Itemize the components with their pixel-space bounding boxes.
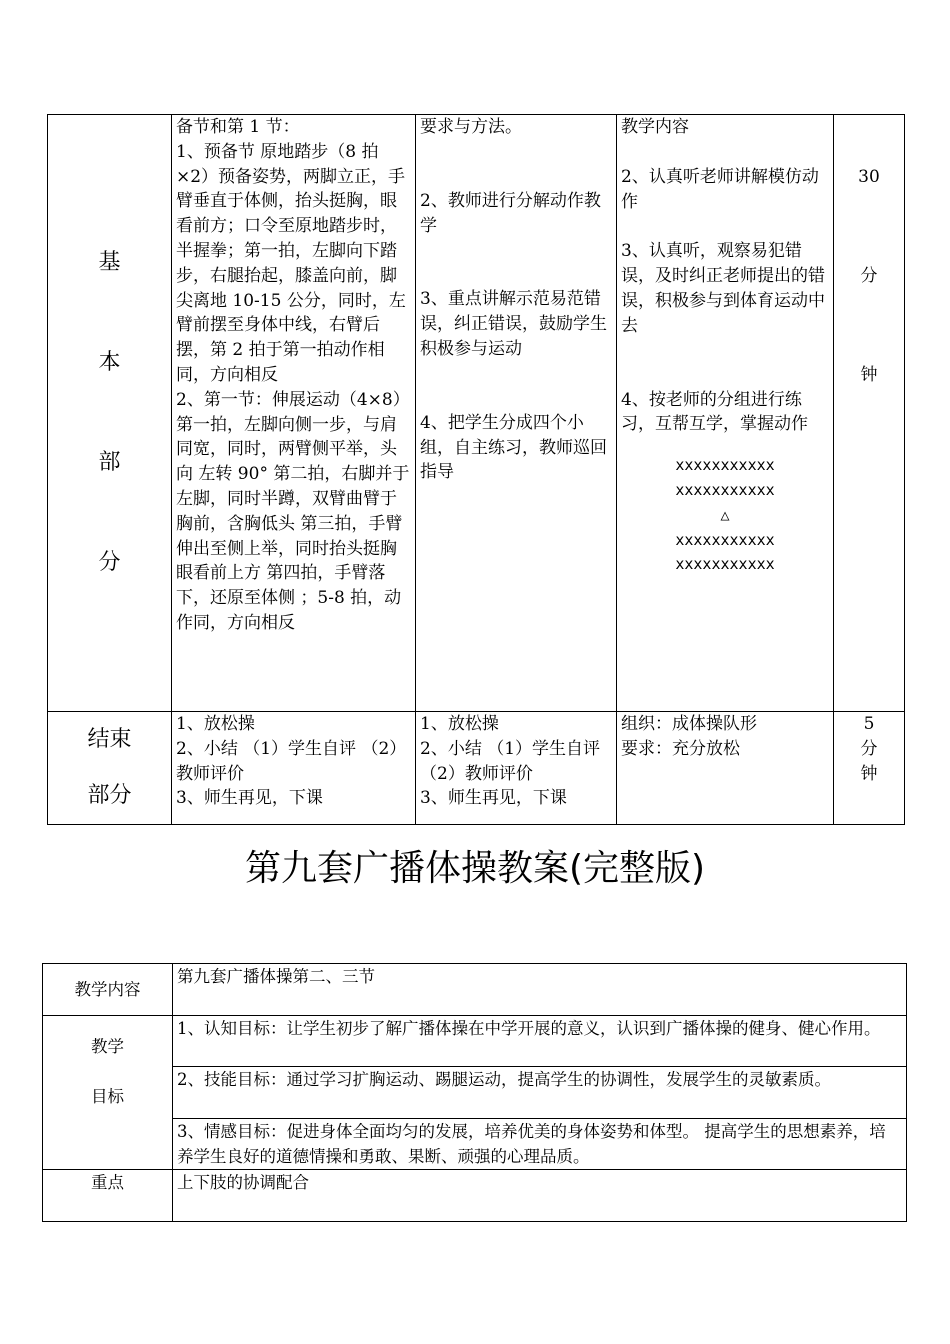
end-section-row: [48, 712, 905, 825]
goal-row-2: [43, 1067, 907, 1119]
content-value: 第九套广播体操第二、三节: [173, 964, 907, 1016]
goal-1: 1、认知目标：让学生初步了解广播体操在中学开展的意义，认识到广播体操的健身、健心作用。: [173, 1016, 907, 1067]
content-label: 教学内容: [43, 964, 173, 1016]
key-value: 上下肢的协调配合: [173, 1170, 907, 1222]
end-section-label: 结束 部分: [48, 712, 172, 825]
basic-section-label: 基 本 部 分: [48, 115, 172, 712]
basic-content-cell: 备节和第 1 节： 1、预备节 原地踏步（8 拍×2）预备姿势，两脚立正，手臂垂直于体侧，抬头挺胸，眼看前方；口令至原地踏步时，半握拳；第一拍，左脚向下踏步，右腿抬起，膝盖向前，脚尖离地 10-15 公分，同时，左臂前摆至身体中线，右臂后摆，第 2 拍于第一拍动作相同，方向相反 2、第一节：伸展运动（4×8） 第一拍，左脚向侧一步，与肩同宽，同时，两臂侧平举，头向 左转 90° 第二拍，右脚并于左脚，同时半蹲，双臂曲臂于胸前，含胸低头 第三拍，手臂伸出至侧上举，同时抬头挺胸眼看前上方 第四拍，手臂落下，还原至体侧 ；5-8 拍，动作同，方向相反: [172, 115, 416, 712]
lesson-plan-table: [42, 963, 907, 1222]
end-student-cell: 组织：成体操队形 要求：充分放松: [617, 712, 834, 825]
end-method-cell: 1、放松操 2、小结 （1）学生自评 （2）教师评价 3、师生再见，下课: [416, 712, 617, 825]
key-row: [43, 1170, 907, 1222]
goal-row-3: [43, 1119, 907, 1170]
goal-label: 教学 目标: [43, 1016, 173, 1170]
formation-diagram: xxxxxxxxxxx xxxxxxxxxxx △ xxxxxxxxxxx xxxxxxxxxxx: [675, 456, 775, 574]
basic-method-cell: 要求与方法。 2、教师进行分解动作教学 3、重点讲解示范易范错误，纠正错误，鼓励学生积极参与运动 4、把学生分成四个小组，自主练习，教师巡回指导: [416, 115, 617, 712]
end-time-cell: 5 分 钟: [834, 712, 905, 825]
key-label: 重点: [43, 1170, 173, 1222]
lesson-table: [47, 114, 905, 825]
basic-student-cell: 教学内容 2、认真听老师讲解模仿动作 3、认真听，观察易犯错误，及时纠正老师提出的错误，积极参与到体育运动中去 4、按老师的分组进行练习，互帮互学，掌握动作 xxxxxxxxxxx xxxxxxxxxxx △ xxxxxxxxxxx xxxxxxxxxxx: [617, 115, 834, 712]
goal-row-1: [43, 1016, 907, 1067]
basic-time-cell: 30 分 钟: [834, 115, 905, 712]
end-content-cell: 1、放松操 2、小结 （1）学生自评 （2）教师评价 3、师生再见，下课: [172, 712, 416, 825]
goal-2: 2、技能目标：通过学习扩胸运动、踢腿运动，提高学生的协调性，发展学生的灵敏素质。: [173, 1067, 907, 1119]
page-title: 第九套广播体操教案(完整版): [244, 848, 706, 889]
content-row: [43, 964, 907, 1016]
goal-3: 3、情感目标：促进身体全面均匀的发展，培养优美的身体姿势和体型。 提高学生的思想素养，培养学生良好的道德情操和勇敢、果断、顽强的心理品质。: [173, 1119, 907, 1170]
basic-section-row: [48, 115, 905, 712]
